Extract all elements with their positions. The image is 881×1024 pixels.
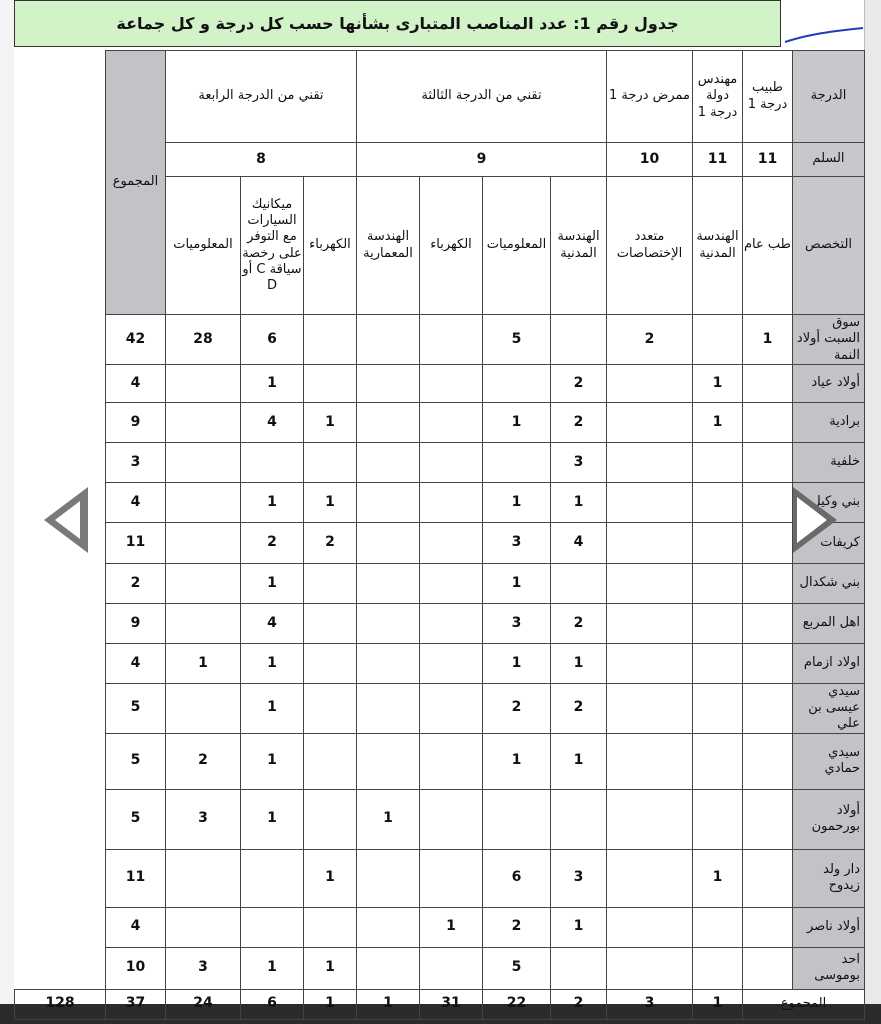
value-cell bbox=[693, 907, 743, 947]
row-total: 9 bbox=[105, 603, 165, 643]
value-cell bbox=[693, 643, 743, 683]
value-cell bbox=[420, 522, 483, 563]
value-cell bbox=[420, 947, 483, 989]
value-cell bbox=[240, 442, 303, 482]
value-cell: 1 bbox=[240, 482, 303, 522]
value-cell bbox=[165, 442, 240, 482]
value-cell: 1 bbox=[303, 482, 356, 522]
value-cell bbox=[693, 733, 743, 789]
value-cell bbox=[420, 603, 483, 643]
value-cell bbox=[693, 947, 743, 989]
value-cell: 1 bbox=[483, 643, 551, 683]
grade-engineer: مهندس دولة درجة 1 bbox=[693, 51, 743, 143]
value-cell bbox=[165, 683, 240, 733]
value-cell bbox=[303, 603, 356, 643]
table-row bbox=[15, 907, 865, 947]
table-row bbox=[15, 364, 865, 402]
value-cell: 1 bbox=[240, 947, 303, 989]
value-cell bbox=[165, 482, 240, 522]
value-cell: 6 bbox=[240, 315, 303, 365]
value-cell bbox=[743, 603, 793, 643]
specialty-cell: متعدد الإختصاصات bbox=[607, 177, 693, 315]
value-cell bbox=[607, 364, 693, 402]
commune-name: بني شكدال bbox=[793, 563, 865, 603]
value-cell: 3 bbox=[483, 522, 551, 563]
commune-name: اهل المربع bbox=[793, 603, 865, 643]
value-cell bbox=[693, 442, 743, 482]
pen-stroke-mark bbox=[783, 22, 865, 46]
row-total: 5 bbox=[105, 683, 165, 733]
value-cell bbox=[551, 563, 607, 603]
value-cell bbox=[607, 849, 693, 907]
value-cell: 6 bbox=[483, 849, 551, 907]
value-cell: 5 bbox=[483, 315, 551, 365]
value-cell bbox=[356, 402, 419, 442]
value-cell: 1 bbox=[240, 643, 303, 683]
value-cell bbox=[483, 364, 551, 402]
row-total: 11 bbox=[105, 849, 165, 907]
value-cell: 1 bbox=[240, 789, 303, 849]
total-row-label: المجموع bbox=[743, 989, 865, 1019]
value-cell bbox=[420, 849, 483, 907]
value-cell bbox=[607, 683, 693, 733]
positions-table bbox=[14, 50, 865, 1020]
total-cell: 1 bbox=[693, 989, 743, 1019]
scale-engineer: 11 bbox=[693, 143, 743, 177]
total-cell: 31 bbox=[420, 989, 483, 1019]
value-cell bbox=[607, 442, 693, 482]
commune-name: دار ولد زيدوح bbox=[793, 849, 865, 907]
specialty-cell: الهندسة المدنية bbox=[693, 177, 743, 315]
value-cell bbox=[743, 683, 793, 733]
specialty-cell: المعلوميات bbox=[165, 177, 240, 315]
value-cell: 3 bbox=[551, 849, 607, 907]
row-total: 4 bbox=[105, 482, 165, 522]
value-cell: 5 bbox=[483, 947, 551, 989]
value-cell bbox=[356, 442, 419, 482]
value-cell: 1 bbox=[240, 683, 303, 733]
value-cell bbox=[420, 643, 483, 683]
value-cell bbox=[303, 643, 356, 683]
table-row bbox=[15, 789, 865, 849]
commune-name: بني وكيل bbox=[793, 482, 865, 522]
value-cell: 1 bbox=[693, 364, 743, 402]
value-cell: 2 bbox=[483, 683, 551, 733]
value-cell bbox=[165, 849, 240, 907]
value-cell bbox=[356, 482, 419, 522]
value-cell: 2 bbox=[240, 522, 303, 563]
value-cell bbox=[165, 364, 240, 402]
value-cell bbox=[240, 849, 303, 907]
total-cell: 22 bbox=[483, 989, 551, 1019]
value-cell bbox=[607, 603, 693, 643]
specialty-cell: طب عام bbox=[743, 177, 793, 315]
value-cell bbox=[420, 733, 483, 789]
scale-header: السلم bbox=[793, 143, 865, 177]
value-cell bbox=[607, 402, 693, 442]
table-row bbox=[15, 482, 865, 522]
value-cell bbox=[420, 442, 483, 482]
value-cell bbox=[607, 947, 693, 989]
value-cell: 1 bbox=[303, 947, 356, 989]
table-row bbox=[15, 522, 865, 563]
value-cell bbox=[607, 907, 693, 947]
value-cell bbox=[743, 522, 793, 563]
row-total: 11 bbox=[105, 522, 165, 563]
value-cell bbox=[356, 364, 419, 402]
value-cell bbox=[165, 402, 240, 442]
row-total: 2 bbox=[105, 563, 165, 603]
total-cell: 1 bbox=[356, 989, 419, 1019]
value-cell: 3 bbox=[483, 603, 551, 643]
value-cell bbox=[356, 907, 419, 947]
grade-technician-4: تقني من الدرجة الرابعة bbox=[165, 51, 356, 143]
table-row bbox=[15, 947, 865, 989]
value-cell bbox=[607, 643, 693, 683]
value-cell bbox=[240, 907, 303, 947]
value-cell: 1 bbox=[483, 402, 551, 442]
value-cell bbox=[743, 643, 793, 683]
value-cell bbox=[607, 563, 693, 603]
value-cell bbox=[743, 563, 793, 603]
table-row bbox=[15, 683, 865, 733]
scale-doctor: 11 bbox=[743, 143, 793, 177]
commune-name: اولاد ازمام bbox=[793, 643, 865, 683]
row-total: 3 bbox=[105, 442, 165, 482]
value-cell bbox=[165, 907, 240, 947]
total-cell: 1 bbox=[303, 989, 356, 1019]
scale-technician-3: 9 bbox=[356, 143, 606, 177]
table-row bbox=[15, 315, 865, 365]
row-total: 10 bbox=[105, 947, 165, 989]
scale-nurse: 10 bbox=[607, 143, 693, 177]
specialty-cell: الكهرباء bbox=[420, 177, 483, 315]
total-cell: 24 bbox=[165, 989, 240, 1019]
commune-name: كريفات bbox=[793, 522, 865, 563]
value-cell: 2 bbox=[607, 315, 693, 365]
specialty-cell: ميكانيك السيارات مع التوفر على رخصة سياقة C أو D bbox=[240, 177, 303, 315]
value-cell: 3 bbox=[165, 947, 240, 989]
value-cell bbox=[607, 733, 693, 789]
commune-name: أولاد ناصر bbox=[793, 907, 865, 947]
specialty-cell: الكهرباء bbox=[303, 177, 356, 315]
value-cell bbox=[743, 442, 793, 482]
value-cell bbox=[356, 643, 419, 683]
specialty-cell: الهندسة المدنية bbox=[551, 177, 607, 315]
row-total: 42 bbox=[105, 315, 165, 365]
value-cell bbox=[303, 733, 356, 789]
value-cell: 4 bbox=[551, 522, 607, 563]
value-cell bbox=[743, 733, 793, 789]
value-cell bbox=[303, 789, 356, 849]
value-cell bbox=[303, 683, 356, 733]
value-cell: 28 bbox=[165, 315, 240, 365]
row-total: 5 bbox=[105, 789, 165, 849]
table-row bbox=[15, 402, 865, 442]
value-cell: 1 bbox=[483, 733, 551, 789]
commune-name: أولاد عياد bbox=[793, 364, 865, 402]
value-cell bbox=[420, 789, 483, 849]
table-row bbox=[15, 733, 865, 789]
grade-nurse: ممرض درجة 1 bbox=[607, 51, 693, 143]
value-cell bbox=[743, 947, 793, 989]
table-title: جدول رقم 1: عدد المناصب المتبارى بشأنها حسب كل درجة و كل جماعة bbox=[14, 0, 781, 47]
value-cell: 1 bbox=[743, 315, 793, 365]
table-body bbox=[15, 315, 865, 990]
grade-technician-3: تقني من الدرجة الثالثة bbox=[356, 51, 606, 143]
value-cell bbox=[607, 482, 693, 522]
page-margin-right bbox=[864, 0, 881, 1024]
table-row bbox=[15, 643, 865, 683]
value-cell: 2 bbox=[303, 522, 356, 563]
scale-technician-4: 8 bbox=[165, 143, 356, 177]
value-cell bbox=[693, 482, 743, 522]
total-cell: 37 bbox=[105, 989, 165, 1019]
commune-name: احد بوموسى bbox=[793, 947, 865, 989]
value-cell bbox=[356, 683, 419, 733]
value-cell bbox=[743, 907, 793, 947]
value-cell bbox=[356, 522, 419, 563]
value-cell: 2 bbox=[551, 603, 607, 643]
specialty-cell: الهندسة المعمارية bbox=[356, 177, 419, 315]
value-cell bbox=[743, 849, 793, 907]
value-cell bbox=[693, 315, 743, 365]
value-cell bbox=[551, 947, 607, 989]
value-cell bbox=[420, 563, 483, 603]
value-cell bbox=[165, 522, 240, 563]
table-row bbox=[15, 603, 865, 643]
commune-name: أولاد بورحمون bbox=[793, 789, 865, 849]
value-cell bbox=[356, 603, 419, 643]
value-cell bbox=[303, 315, 356, 365]
value-cell: 4 bbox=[240, 402, 303, 442]
specialty-header: التخصص bbox=[793, 177, 865, 315]
total-cell: 2 bbox=[551, 989, 607, 1019]
total-cell: 6 bbox=[240, 989, 303, 1019]
value-cell bbox=[551, 789, 607, 849]
value-cell bbox=[356, 315, 419, 365]
value-cell: 3 bbox=[165, 789, 240, 849]
value-cell: 3 bbox=[551, 442, 607, 482]
value-cell: 2 bbox=[551, 364, 607, 402]
value-cell bbox=[607, 522, 693, 563]
row-total: 9 bbox=[105, 402, 165, 442]
specialty-cell: المعلوميات bbox=[483, 177, 551, 315]
value-cell bbox=[693, 563, 743, 603]
value-cell bbox=[693, 789, 743, 849]
value-cell: 1 bbox=[483, 563, 551, 603]
value-cell bbox=[420, 683, 483, 733]
value-cell bbox=[607, 789, 693, 849]
table-row bbox=[15, 849, 865, 907]
total-column-header: المجموع bbox=[105, 51, 165, 315]
chevron-left-icon-inner bbox=[55, 501, 80, 539]
commune-name: برادية bbox=[793, 402, 865, 442]
value-cell bbox=[420, 315, 483, 365]
value-cell bbox=[693, 603, 743, 643]
grade-doctor: طبيب درجة 1 bbox=[743, 51, 793, 143]
row-total: 4 bbox=[105, 643, 165, 683]
value-cell bbox=[356, 563, 419, 603]
value-cell: 1 bbox=[303, 402, 356, 442]
value-cell: 1 bbox=[356, 789, 419, 849]
value-cell bbox=[303, 442, 356, 482]
value-cell: 2 bbox=[483, 907, 551, 947]
value-cell bbox=[483, 442, 551, 482]
value-cell bbox=[420, 402, 483, 442]
value-cell bbox=[551, 315, 607, 365]
value-cell: 1 bbox=[420, 907, 483, 947]
value-cell: 1 bbox=[551, 643, 607, 683]
table-row bbox=[15, 563, 865, 603]
commune-name: سيدي حمادي bbox=[793, 733, 865, 789]
total-cell: 3 bbox=[607, 989, 693, 1019]
value-cell bbox=[420, 364, 483, 402]
page-margin-left bbox=[0, 0, 14, 1024]
commune-name: خلفية bbox=[793, 442, 865, 482]
value-cell bbox=[356, 849, 419, 907]
value-cell: 1 bbox=[240, 563, 303, 603]
table-row bbox=[15, 442, 865, 482]
value-cell: 2 bbox=[551, 683, 607, 733]
value-cell bbox=[303, 563, 356, 603]
value-cell bbox=[303, 907, 356, 947]
commune-name: سوق السبت أولاد النمة bbox=[793, 315, 865, 365]
value-cell: 2 bbox=[551, 402, 607, 442]
value-cell bbox=[743, 482, 793, 522]
value-cell bbox=[356, 733, 419, 789]
value-cell: 1 bbox=[693, 849, 743, 907]
value-cell: 2 bbox=[165, 733, 240, 789]
value-cell: 1 bbox=[551, 907, 607, 947]
value-cell bbox=[693, 522, 743, 563]
value-cell: 1 bbox=[240, 364, 303, 402]
value-cell bbox=[356, 947, 419, 989]
value-cell bbox=[165, 563, 240, 603]
value-cell bbox=[743, 364, 793, 402]
value-cell: 1 bbox=[303, 849, 356, 907]
value-cell bbox=[693, 683, 743, 733]
value-cell: 1 bbox=[240, 733, 303, 789]
value-cell: 1 bbox=[551, 482, 607, 522]
row-total: 5 bbox=[105, 733, 165, 789]
commune-name: سيدي عيسى بن علي bbox=[793, 683, 865, 733]
chevron-right-icon-inner bbox=[797, 497, 827, 543]
value-cell bbox=[303, 364, 356, 402]
value-cell: 1 bbox=[165, 643, 240, 683]
value-cell: 1 bbox=[551, 733, 607, 789]
value-cell bbox=[743, 789, 793, 849]
row-total: 4 bbox=[105, 907, 165, 947]
value-cell bbox=[743, 402, 793, 442]
value-cell: 4 bbox=[240, 603, 303, 643]
value-cell bbox=[420, 482, 483, 522]
grade-header: الدرجة bbox=[793, 51, 865, 143]
value-cell: 1 bbox=[483, 482, 551, 522]
grand-total: 128 bbox=[15, 989, 106, 1019]
value-cell bbox=[165, 603, 240, 643]
value-cell bbox=[483, 789, 551, 849]
value-cell: 1 bbox=[693, 402, 743, 442]
row-total: 4 bbox=[105, 364, 165, 402]
